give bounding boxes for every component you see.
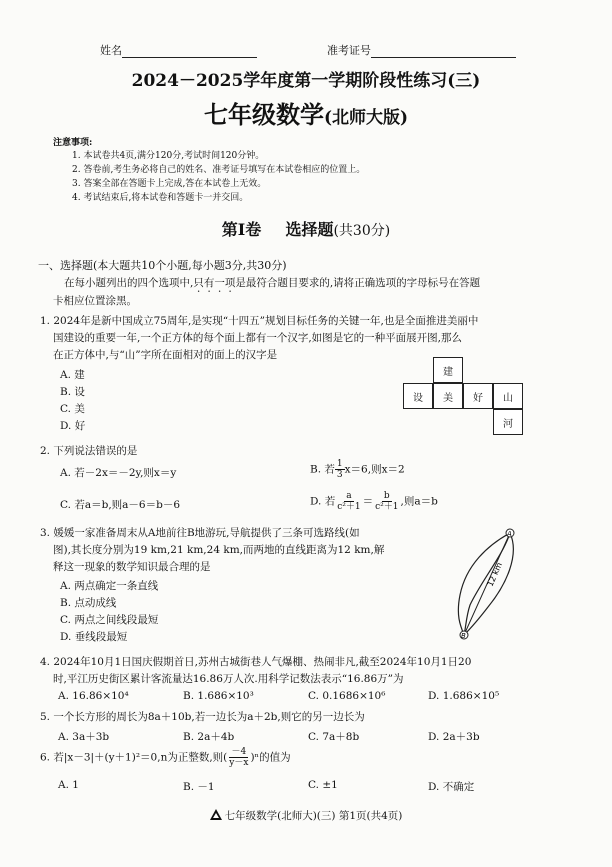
q3-option-c: C. 两点之间线段最短 xyxy=(60,614,159,626)
section-name: 选择题 xyxy=(285,220,334,239)
q2-d-num1: a xyxy=(346,491,352,501)
notes-list xyxy=(72,149,365,205)
q1-line: 1. 2024年是新中国成立75周年,是实现“十四五”规划目标任务的关键一年,也是全面推进美丽中 xyxy=(40,315,479,327)
q5-option-b: B. 2a＋4b xyxy=(183,731,235,743)
q2-option-a: A. 若－2x＝－2y,则x＝y xyxy=(60,467,177,479)
section-part: 第Ⅰ卷 xyxy=(221,220,262,239)
q4-line: 4. 2024年10月1日国庆假期首日,苏州古城街巷人气爆棚、热闹非凡,截至2024年10月1日20 xyxy=(40,656,472,668)
q2-d-suffix: ,则a＝b xyxy=(400,495,438,508)
subject-edition: (北师大版) xyxy=(323,108,409,128)
q4-option-a: A. 16.86×10⁴ xyxy=(58,690,129,702)
instruction-part-c: 卡相应位置涂黑。 xyxy=(53,295,137,307)
footer-text: 七年级数学(北师大)(三) 第1页(共4页) xyxy=(224,810,403,822)
q2-option-b xyxy=(310,459,405,480)
q5-option-c: C. 7a＋8b xyxy=(308,731,360,743)
q6-frac-num: －4 xyxy=(231,747,247,757)
q2-d-fraction-1 xyxy=(335,491,362,512)
q2-d-fraction-2 xyxy=(373,491,400,512)
net-cell: 山 xyxy=(493,383,523,409)
question-4-stem xyxy=(40,654,585,688)
q2-b-fraction xyxy=(335,459,345,480)
q4-option-c: C. 0.1686×10⁶ xyxy=(308,690,386,702)
q6-option-c: C. ±1 xyxy=(308,779,338,791)
q3-option-a: A. 两点确定一条直线 xyxy=(60,580,159,592)
q1-option-a: A. 建 xyxy=(60,369,85,381)
logo-triangle-icon xyxy=(210,809,222,820)
q6-option-b: B. －1 xyxy=(183,781,215,793)
note-item: 2. 答卷前,考生务必将自己的姓名、准考证号填写在本试卷相应的位置上。 xyxy=(72,165,366,175)
question-6-options xyxy=(58,779,578,794)
net-cell-top: 建 xyxy=(433,357,463,383)
question-1-options xyxy=(60,367,85,435)
q2-option-d xyxy=(310,491,438,512)
exam-title: 2024－2025学年度第一学期阶段性练习(三) xyxy=(131,71,481,91)
name-label: 姓名 xyxy=(100,44,122,57)
q3-option-b: B. 点动成线 xyxy=(60,597,117,609)
q2-d-equals: ＝ xyxy=(362,495,374,508)
note-item: 1. 本试卷共4页,满分120分,考试时间120分钟。 xyxy=(72,151,265,161)
q6-stem-suffix: )ⁿ的值为 xyxy=(250,751,291,764)
name-blank xyxy=(122,46,257,58)
q5-option-d: D. 2a＋3b xyxy=(428,731,480,743)
q1-option-d: D. 好 xyxy=(60,420,86,432)
q4-option-d: D. 1.686×10⁵ xyxy=(428,690,500,702)
q3-line: 图),其长度分别为19 km,21 km,24 km,而两地的直线距离为12 km,解 xyxy=(53,544,385,556)
question-1-stem xyxy=(40,313,580,364)
q2-b-suffix: x＝6,则x＝2 xyxy=(344,463,405,476)
q2-d-den1: c²＋1 xyxy=(337,502,361,512)
q3-option-d: D. 垂线段最短 xyxy=(60,631,128,643)
name-field xyxy=(100,42,257,58)
section-title xyxy=(0,217,612,240)
q6-stem-prefix: 6. 若|x－3|＋(y＋1)²＝0,n为正整数,则( xyxy=(40,751,228,764)
q1-line: 在正方体中,与“山”字所在面相对的面上的汉字是 xyxy=(53,349,278,361)
instruction-emphasis: 只有一项 xyxy=(193,277,236,289)
q4-option-b: B. 1.686×10³ xyxy=(183,690,254,702)
section-score: (共30分) xyxy=(333,223,391,239)
question-4-options xyxy=(58,690,578,702)
question-3-options xyxy=(60,578,158,646)
point-a-label: A xyxy=(507,530,512,538)
question-5-options xyxy=(58,729,578,744)
exam-id-field xyxy=(327,42,516,58)
q3-line: 3. 媛媛一家准备周末从A地前往B地游玩,导航提供了三条可选路线(如 xyxy=(40,527,360,539)
net-cell: 美 xyxy=(433,383,463,409)
q6-frac-den: y－x xyxy=(229,758,249,768)
q2-b-num: 1 xyxy=(336,459,343,469)
question-5-stem: 5. 一个长方形的周长为8a＋10b,若一边长为a＋2b,则它的另一边长为 xyxy=(40,711,365,723)
section-instruction xyxy=(64,275,584,295)
question-3-stem xyxy=(40,525,460,576)
question-6-stem xyxy=(40,747,291,768)
q1-option-c: C. 美 xyxy=(60,403,85,415)
instruction-part-a: 在每小题列出的四个选项中, xyxy=(64,277,194,289)
q6-option-a: A. 1 xyxy=(58,779,79,791)
note-item: 3. 答案全部在答题卡上完成,答在本试卷上无效。 xyxy=(72,179,267,189)
notes-heading: 注意事项: xyxy=(53,138,93,148)
q1-option-b: B. 设 xyxy=(60,386,85,398)
q1-line: 国建设的重要一年,一个正方体的每个面上都有一个汉字,如图是它的一种平面展开图,那么 xyxy=(53,332,463,344)
net-cell: 好 xyxy=(463,383,493,409)
q2-d-prefix: D. 若 xyxy=(310,495,336,508)
q6-option-d: D. 不确定 xyxy=(428,781,475,793)
distance-label: 12 km xyxy=(485,561,505,588)
point-b-label: B xyxy=(461,632,466,640)
net-cell-bottom: 河 xyxy=(493,409,523,435)
question-2-stem: 2. 下列说法错误的是 xyxy=(40,445,138,457)
page-footer xyxy=(0,808,612,823)
q2-option-c: C. 若a＝b,则a－6＝b－6 xyxy=(60,499,180,511)
q5-option-a: A. 3a＋3b xyxy=(58,731,110,743)
q6-fraction xyxy=(227,747,250,768)
q2-d-den2: c²＋1 xyxy=(375,502,399,512)
q2-b-prefix: B. 若 xyxy=(310,463,335,476)
net-cell: 设 xyxy=(403,383,433,409)
q2-d-num2: b xyxy=(383,491,390,501)
exam-id-label: 准考证号 xyxy=(327,44,371,57)
subject-title xyxy=(0,95,612,130)
q3-line: 释这一现象的数学知识最合理的是 xyxy=(53,561,211,573)
route-map-figure xyxy=(448,525,528,645)
section-heading: 一、选择题(本大题共10个小题,每小题3分,共30分) xyxy=(38,259,287,272)
q2-b-den: 3 xyxy=(336,470,343,480)
exam-id-blank xyxy=(371,46,516,58)
subject-name: 七年级数学 xyxy=(203,100,324,129)
q4-line: 时,平江历史街区累计客流量达16.86万人次.用科学记数法表示“16.86万”为 xyxy=(53,673,404,685)
instruction-part-b: 是最符合题目要求的,请将正确选项的字母标号在答题 xyxy=(235,277,481,289)
note-item: 4. 考试结束后,将本试卷和答题卡一并交回。 xyxy=(72,193,249,203)
